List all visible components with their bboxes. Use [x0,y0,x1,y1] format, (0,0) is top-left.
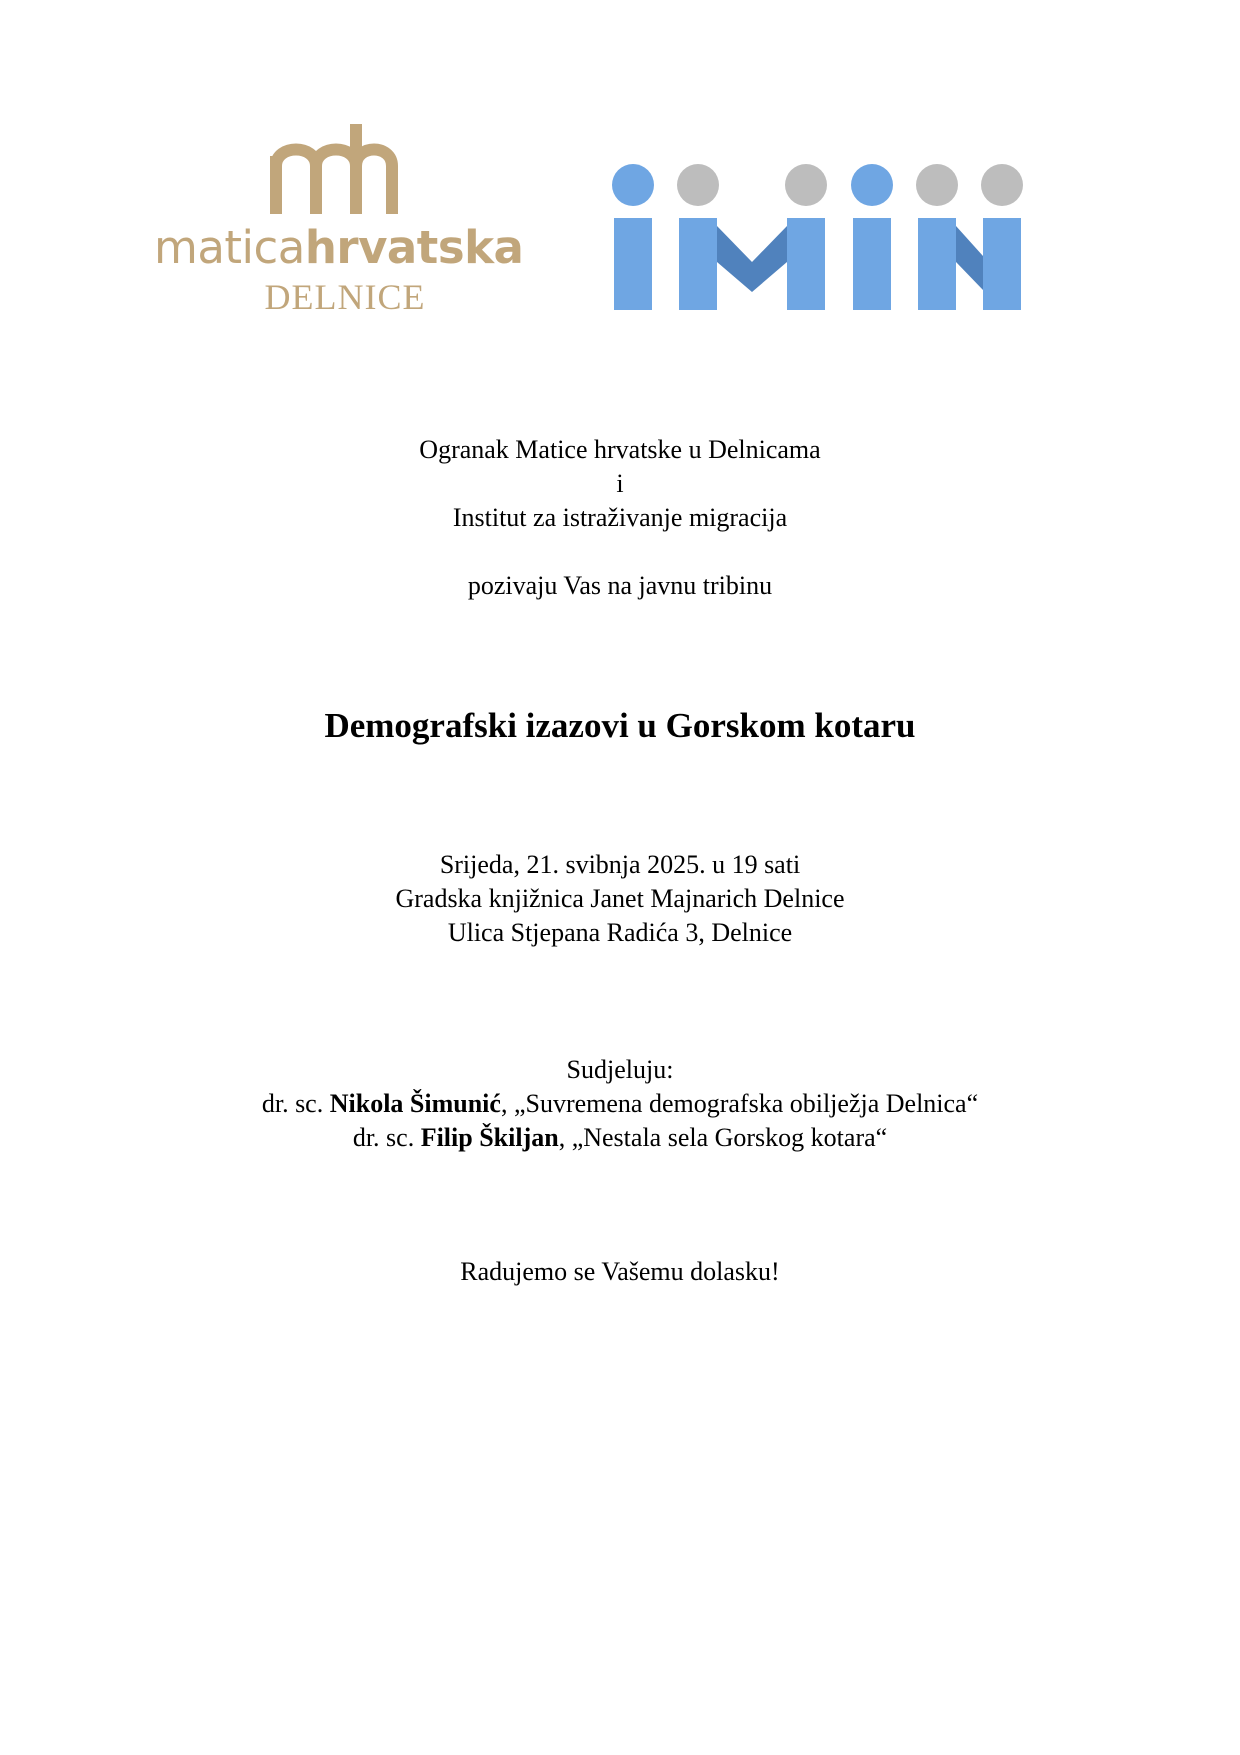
event-title-block [0,705,1240,747]
event-details [0,848,1240,950]
organizers-block [0,433,1240,603]
participant-1: dr. sc. Nikola Šimunić, „Suvremena demografska obilježja Delnica“ [261,1089,979,1118]
closing-block [0,1255,1240,1289]
matica-hrvatska-subtitle: DELNICE [264,277,426,317]
event-title: Demografski izazovi u Gorskom kotaru [324,706,916,745]
invitation-text: pozivaju Vas na javnu tribinu [467,571,773,600]
participant-2-name: Filip Škiljan [420,1123,559,1152]
participants [0,1053,1240,1155]
closing-text: Radujemo se Vašemu dolasku! [460,1257,780,1286]
conjunction: i [616,469,624,498]
event-venue: Gradska knjižnica Janet Majnarich Delnice [395,884,845,913]
participant-2: dr. sc. Filip Škiljan, „Nestala sela Gorskog kotara“ [352,1123,888,1152]
organizer-1: Ogranak Matice hrvatske u Delnicama [419,435,821,464]
event-date: Srijeda, 21. svibnja 2025. u 19 sati [439,850,801,879]
participants-heading: Sudjeluju: [566,1055,674,1084]
imin-logo-icon [612,164,1042,310]
matica-hrvatska-logo [150,118,530,318]
matica-hrvatska-wordmark: maticahrvatska [154,221,524,274]
mh-monogram-icon [270,118,400,214]
event-address: Ulica Stjepana Radića 3, Delnice [447,918,793,947]
participant-1-name: Nikola Šimunić [329,1089,501,1118]
organizer-2: Institut za istraživanje migracija [452,503,788,532]
